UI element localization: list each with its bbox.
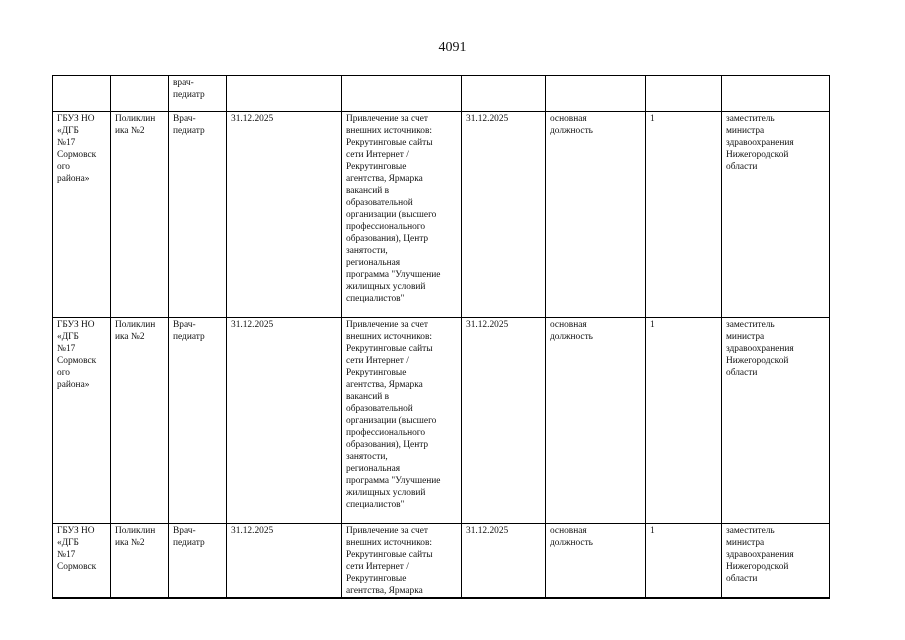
table-cell bbox=[227, 76, 342, 112]
date-cell: 31.12.2025 bbox=[227, 112, 342, 318]
org-cell: ГБУЗ НО «ДГБ №17 Сормовск ого района» bbox=[53, 112, 111, 318]
table-cell bbox=[111, 76, 169, 112]
page-number: 4091 bbox=[438, 40, 467, 55]
staffing-table bbox=[52, 75, 830, 599]
measures-cell: Привлечение за счет внешних источников: Рекрутинговые сайты сети Интернет / Рекрутинговые агентства, Ярмарка bbox=[342, 524, 462, 599]
responsible-cell: заместитель министра здравоохранения Нижегородской области bbox=[722, 524, 830, 599]
date-cell: 31.12.2025 bbox=[462, 318, 546, 524]
measures-cell: Привлечение за счет внешних источников: Рекрутинговые сайты сети Интернет / Рекрутинговые агентства, Ярмарка вакансий в образовательной организации (высшего профессионального образования), Центр занятости, региональная программа "Улучшение жилищных условий специалистов" bbox=[342, 112, 462, 318]
table-row bbox=[53, 524, 830, 599]
date-cell: 31.12.2025 bbox=[227, 318, 342, 524]
table-cell bbox=[342, 76, 462, 112]
position-cell: Врач- педиатр bbox=[169, 112, 227, 318]
responsible-cell: заместитель министра здравоохранения Нижегородской области bbox=[722, 318, 830, 524]
date-cell: 31.12.2025 bbox=[227, 524, 342, 599]
responsible-cell: заместитель министра здравоохранения Нижегородской области bbox=[722, 112, 830, 318]
table-row bbox=[53, 112, 830, 318]
count-cell: 1 bbox=[646, 112, 722, 318]
position-cell: Врач- педиатр bbox=[169, 524, 227, 599]
position-cell: Врач- педиатр bbox=[169, 318, 227, 524]
count-cell: 1 bbox=[646, 524, 722, 599]
table-cell bbox=[53, 76, 111, 112]
unit-cell: Поликлин ика №2 bbox=[111, 318, 169, 524]
table-cell bbox=[722, 76, 830, 112]
table-row-continuation bbox=[53, 76, 830, 112]
org-cell: ГБУЗ НО «ДГБ №17 Сормовск ого района» bbox=[53, 318, 111, 524]
table-cell bbox=[546, 76, 646, 112]
table-cell bbox=[646, 76, 722, 112]
unit-cell: Поликлин ика №2 bbox=[111, 112, 169, 318]
org-cell: ГБУЗ НО «ДГБ №17 Сормовск bbox=[53, 524, 111, 599]
post-type-cell: основная должность bbox=[546, 112, 646, 318]
measures-cell: Привлечение за счет внешних источников: Рекрутинговые сайты сети Интернет / Рекрутинговые агентства, Ярмарка вакансий в образовательной организации (высшего профессионального образования), Центр занятости, региональная программа "Улучшение жилищных условий специалистов" bbox=[342, 318, 462, 524]
table-row bbox=[53, 318, 830, 524]
table-cell: врач- педиатр bbox=[169, 76, 227, 112]
date-cell: 31.12.2025 bbox=[462, 524, 546, 599]
post-type-cell: основная должность bbox=[546, 524, 646, 599]
unit-cell: Поликлин ика №2 bbox=[111, 524, 169, 599]
date-cell: 31.12.2025 bbox=[462, 112, 546, 318]
post-type-cell: основная должность bbox=[546, 318, 646, 524]
count-cell: 1 bbox=[646, 318, 722, 524]
table-cell bbox=[462, 76, 546, 112]
